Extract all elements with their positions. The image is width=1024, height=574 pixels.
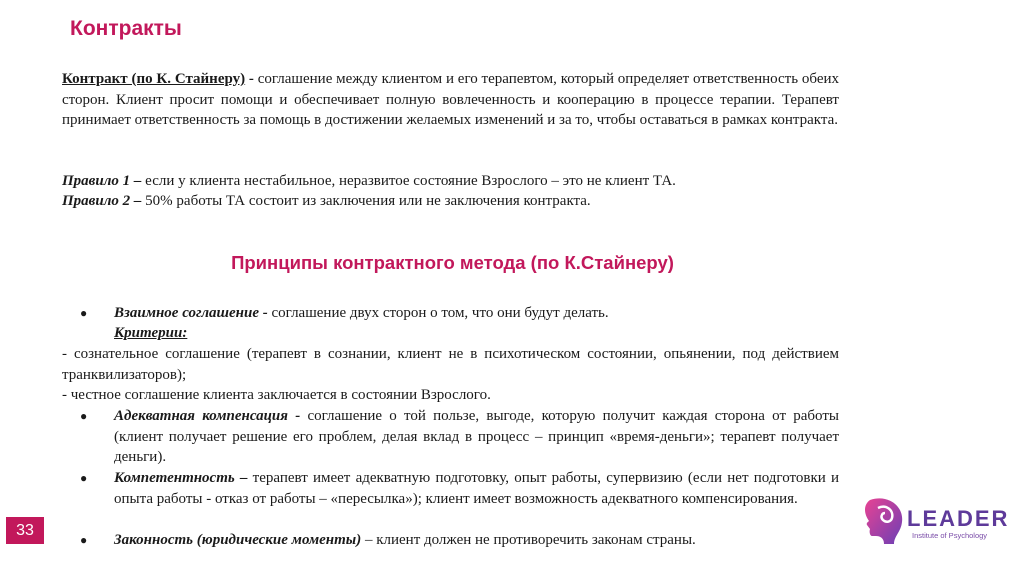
principle-competence (62, 468, 839, 509)
bullet-icon: ● (80, 533, 88, 547)
criterion-conscious: - сознательное соглашение (терапевт в сознании, клиент не в психотическом состоянии, опьянении, под действием транквилизаторов); (62, 346, 839, 383)
criteria-heading: Критерии: (114, 325, 188, 341)
principle-3-text: терапевт имеет адекватную подготовку, опыт работы, супервизию (если нет подготовки и опыта работы - отказ от работы – «пересылка»); клиент имеет возможность адекватного компенсирования. (114, 470, 839, 507)
page-title: Контракты (70, 17, 182, 40)
section-subtitle: Принципы контрактного метода (по К.Стайнеру) (231, 252, 674, 273)
principle-3-label: Компетентность – (114, 470, 248, 486)
principle-mutual-agreement (62, 303, 839, 324)
logo-tagline: Institute of Psychology (912, 531, 988, 540)
rule-1-text: если у клиента нестабильное, неразвитое состояние Взрослого – это не клиент ТА. (141, 173, 676, 189)
principle-2-label: Адекватная компенсация - (114, 408, 301, 424)
rule-2-label: Правило 2 – (62, 193, 142, 209)
rule-1-label: Правило 1 – (62, 173, 142, 189)
principle-legality (62, 530, 839, 551)
bullet-icon: ● (80, 306, 88, 320)
principle-2-text: соглашение о той пользе, выгоде, которую получит каждая сторона от работы (клиент получает решение его проблем, делая вклад в процесс – принцип «время-деньги»; терапевт получает деньги). (114, 408, 839, 465)
bullet-icon: ● (80, 409, 88, 423)
principle-4-text: – клиент должен не противоречить законам страны. (361, 532, 696, 548)
contract-definition (62, 69, 839, 131)
bullet-icon: ● (80, 471, 88, 485)
contract-term: Контракт (по К. Стайнеру) (62, 71, 246, 87)
page-number: 33 (6, 517, 44, 544)
contract-text: соглашение между клиентом и его терапевтом, который определяет ответственность обеих сторон. Клиент просит помощи и обеспечивает полную вовлеченность и кооперацию в процессе терапии. Терапевт принимает ответственность за помощь в достижении желаемых изменений и за то, чтобы оставаться в рамках контракта. (62, 71, 839, 128)
rule-2 (62, 191, 591, 211)
contract-dash: - (245, 71, 258, 87)
rule-2-text: 50% работы ТА состоит из заключения или не заключения контракта. (141, 193, 591, 209)
principle-1-text: соглашение двух сторон о том, что они будут делать. (267, 305, 609, 321)
logo-name: LEADER (907, 506, 1010, 531)
criterion-honest: - честное соглашение клиента заключается в состоянии Взрослого. (62, 387, 491, 403)
principle-1-label: Взаимное соглашение - (114, 305, 268, 321)
principle-adequate-compensation (62, 406, 839, 468)
principle-4-label: Законность (юридические моменты) (114, 532, 362, 548)
rule-1 (62, 171, 676, 191)
